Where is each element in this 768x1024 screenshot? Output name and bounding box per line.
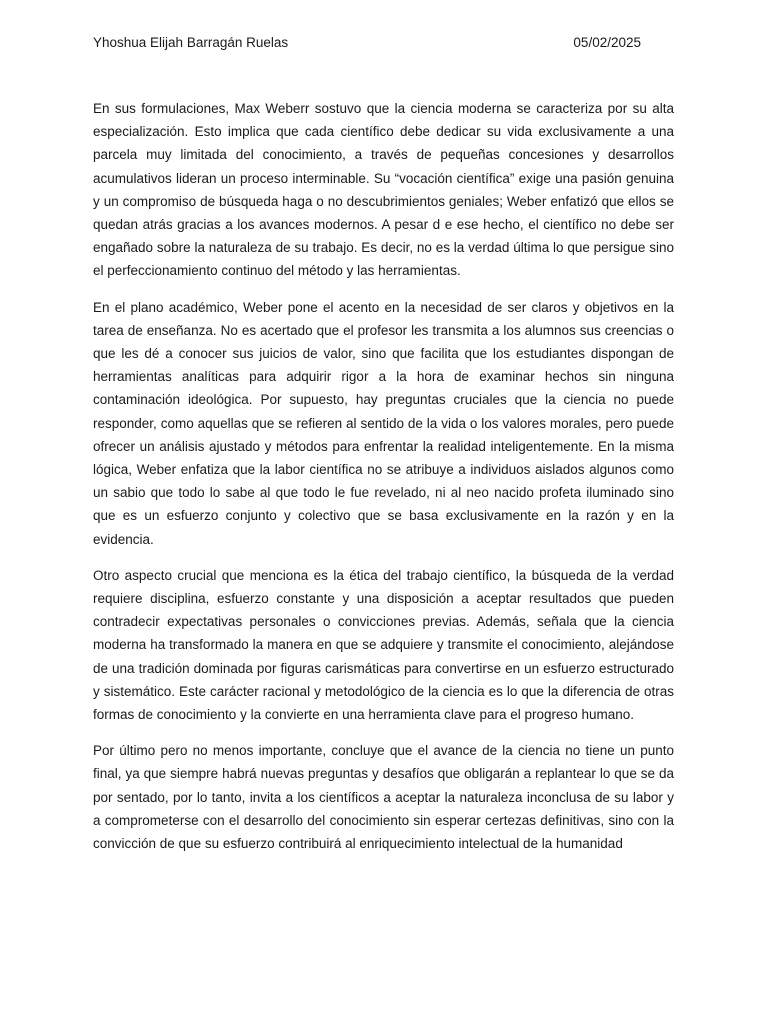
paragraph-2: En el plano académico, Weber pone el acento en la necesidad de ser claros y objetivos en la tarea de enseñanza. No es acertado que el profesor les transmita a los alumnos sus creencias o que les dé a conocer sus juicios de valor, sino que facilita que los estudiantes dispongan de herramientas analíticas para adquirir rigor a la hora de examinar hechos sin ninguna contaminación ideológica. Por supuesto, hay preguntas cruciales que la ciencia no puede responder, como aquellas que se refieren al sentido de la vida o los valores morales, pero puede ofrecer un análisis ajustado y métodos para enfrentar la realidad inteligentemente. En la misma lógica, Weber enfatiza que la labor científica no se atribuye a individuos aislados algunos como un sabio que todo lo sabe al que todo le fue revelado, ni al neo nacido profeta iluminado sino que es un esfuerzo conjunto y colectivo que se basa exclusivamente en la razón y en la evidencia. <box>93 299 674 547</box>
document-date: 05/02/2025 <box>573 35 641 50</box>
paragraph-1: En sus formulaciones, Max Weberr sostuvo que la ciencia moderna se caracteriza por su alta especialización. Esto implica que cada científico debe dedicar su vida exclusivamente a una parcela muy limitada del conocimiento, a través de pequeñas concesiones y desarrollos acumulativos lideran un proceso interminable. Su “vocación científica” exige una pasión genuina y un compromiso de búsqueda haga o no descubrimientos geniales; Weber enfatizó que ellos se quedan atrás gracias a los avances modernos. A pesar d e ese hecho, el científico no debe ser engañado sobre la naturaleza de su trabajo. Es decir, no es la verdad última lo que persigue sino el perfeccionamiento continuo del método y las herramientas. <box>93 101 674 279</box>
author-name: Yhoshua Elijah Barragán Ruelas <box>93 35 289 50</box>
document-body <box>93 97 674 868</box>
paragraph-4: Por último pero no menos importante, concluye que el avance de la ciencia no tiene un punto final, ya que siempre habrá nuevas preguntas y desafíos que obligarán a replantear lo que se da por sentado, por lo tanto, invita a los científicos a aceptar la naturaleza inconclusa de su labor y a comprometerse con el desarrollo del conocimiento sin esperar certezas definitivas, sino con la convicción de que su esfuerzo contribuirá al enriquecimiento intelectual de la humanidad <box>93 743 674 852</box>
page-header <box>93 33 641 53</box>
paragraph-3: Otro aspecto crucial que menciona es la ética del trabajo científico, la búsqueda de la verdad requiere disciplina, esfuerzo constante y una disposición a aceptar resultados que pueden contradecir expectativas personales o convicciones previas. Además, señala que la ciencia moderna ha transformado la manera en que se adquiere y transmite el conocimiento, alejándose de una tradición dominada por figuras carismáticas para convertirse en un esfuerzo estructurado y sistemático. Este carácter racional y metodológico de la ciencia es lo que la diferencia de otras formas de conocimiento y la convierte en una herramienta clave para el progreso humano. <box>93 567 674 723</box>
